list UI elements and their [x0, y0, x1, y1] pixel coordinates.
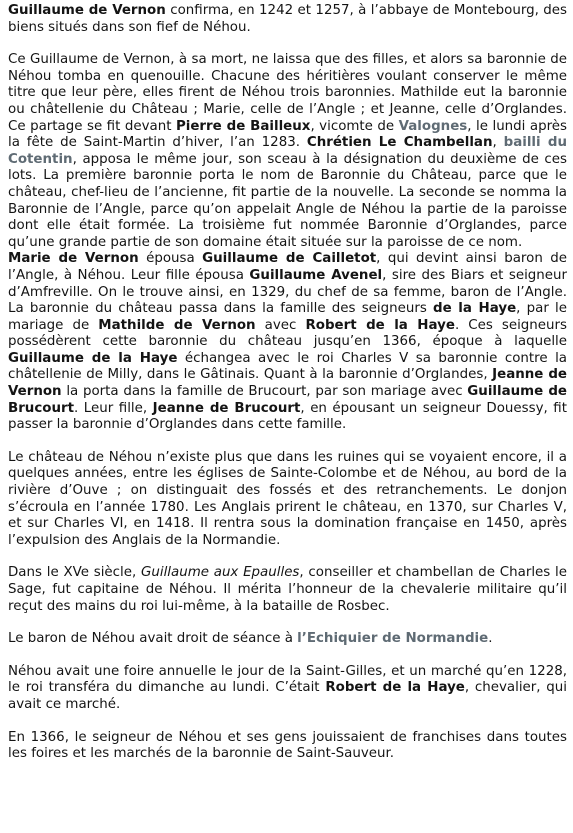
text-run: ,: [492, 135, 504, 151]
paragraph-6: [8, 631, 567, 648]
text-run: Le baron de Néhou avait droit de séance à: [8, 631, 298, 647]
bold-name: Chrétien Le Chambellan: [306, 135, 493, 151]
bold-name: Guillaume de Cailletot: [202, 251, 377, 267]
text-run: . Ces seigneurs possédèrent cette baronnie du château jusqu’en 1366, époque à laquelle: [8, 317, 567, 350]
bold-name: Robert de la Haye: [325, 680, 465, 696]
bold-name: Robert de la Haye: [305, 317, 455, 333]
text-run: échangea avec le roi Charles V sa baronnie contre la châtellenie de Milly, dans le Gâtinais. Quant à la baronnie d’Orglandes,: [8, 350, 567, 383]
text-run: Le château de Néhou n’existe plus que dans les ruines qui se voyaient encore, il a quelques années, entre les églises de Sainte-Colombe et de Néhou, au bord de la rivière d’Ouve ; on distinguait des fossés et des retranchements. Le donjon s’écroula en l’année 1780. Les Anglais prirent le château, en 1370, sur Charles V, et sur Charles VI, en 1418. Il rentra sous la domination française en 1450, après l’expulsion des Anglais de la Normandie.: [8, 449, 567, 548]
paragraph-7: [8, 664, 567, 714]
text-run: , apposa le même jour, son sceau à la désignation du deuxième de ces lots. La première baronnie porta le nom de Baronnie du Château, parce que le château, chef-lieu de l’ancienne, fit partie de la nouvelle. La seconde se nomma la Baronnie de l’Angle, parce qu’on appelait Angle de Néhou la partie de la paroisse dont elle était formée. La troisième fut nommée Baronnie d’Orglandes, parce qu’une grande partie de son domaine était située sur la paroisse de ce nom.: [8, 151, 567, 250]
bold-name: Guillaume de Vernon: [8, 3, 166, 18]
bold-name: Mathilde de Vernon: [98, 317, 256, 333]
text-run: .: [488, 631, 493, 647]
bold-name: Guillaume Avenel: [249, 267, 383, 283]
bold-name: Jeanne de Brucourt: [152, 400, 301, 416]
text-run: , conseiller et chambellan de Charles le Sage, fut capitaine de Néhou. Il mérita l’honneur de la chevalerie militaire qu’il reçut des mains du roi lui-même, à la bataille de Rosbec.: [8, 565, 567, 614]
text-link[interactable]: l’Echiquier de Normandie: [297, 631, 489, 647]
text-run: , sire des Biars et seigneur d’Amfreville. On le trouve ainsi, en 1329, du chef de sa femme, baron de l’Angle. La baronnie du château passa dans la famille des seigneurs: [8, 267, 568, 317]
text-run: . Leur fille,: [74, 400, 153, 416]
paragraph-4: [8, 450, 567, 550]
text-run: Ce Guillaume de Vernon, à sa mort, ne laissa que des filles, et alors sa baronnie de Néhou tomba en quenouille. Chacune des héritières voulant conserver le même titre que leur père, elles firent de Néhou trois baronnies. Mathilde eut la baronnie ou châtellenie du Château ; Marie, celle de l’Angle ; et Jeanne, celle d’Orglandes. Ce partage se fit devant: [8, 52, 567, 134]
text-run: , vicomte de: [310, 118, 399, 134]
text-run: , qui devint ainsi baron de l’Angle, à Néhou. Leur fille épousa: [8, 251, 567, 283]
italic-name: Guillaume aux Epaulles: [140, 565, 300, 581]
bold-name: Marie de Vernon: [8, 251, 139, 267]
text-run: avec: [255, 317, 306, 333]
text-run: épousa: [138, 251, 203, 267]
text-run: En 1366, le seigneur de Néhou et ses gens jouissaient de franchises dans toutes les foires et les marchés de la baronnie de Saint-Sauveur.: [8, 729, 567, 762]
paragraph-8: [8, 730, 567, 763]
bold-name: Guillaume de Brucourt: [8, 384, 567, 416]
paragraph-2: [8, 52, 567, 251]
bold-name: Pierre de Bailleux: [175, 118, 311, 134]
text-run: , chevalier, qui avait ce marché.: [8, 680, 568, 712]
paragraph-1: [8, 3, 567, 36]
bold-name: Jeanne de Vernon: [8, 367, 567, 400]
text-run: Néhou avait une foire annuelle le jour de la Saint-Gilles, et un marché qu’en 1228, le roi transféra du dimanche au lundi. C’était: [8, 663, 567, 696]
text-run: la porta dans la famille de Brucourt, par son mariage avec: [61, 384, 468, 400]
bold-name: de la Haye: [433, 301, 517, 317]
text-run: , en épousant un seigneur Douessy, fit passer la baronnie d’Orglandes dans cette famille.: [8, 400, 567, 433]
text-link[interactable]: Valognes: [398, 118, 468, 134]
bold-name: Guillaume de la Haye: [8, 350, 178, 366]
text-run: , le lundi après la fête de Saint-Martin d’hiver, l’an 1283.: [8, 118, 568, 151]
text-link[interactable]: bailli du Cotentin: [8, 135, 568, 167]
paragraph-3: [8, 251, 567, 434]
paragraph-5: [8, 565, 567, 615]
text-run: , par le mariage de: [8, 301, 567, 333]
text-run: Dans le XVe siècle,: [8, 565, 141, 581]
text-run: confirma, en 1242 et 1257, à l’abbaye de Montebourg, des biens situés dans son fief de Néhou.: [8, 3, 567, 35]
